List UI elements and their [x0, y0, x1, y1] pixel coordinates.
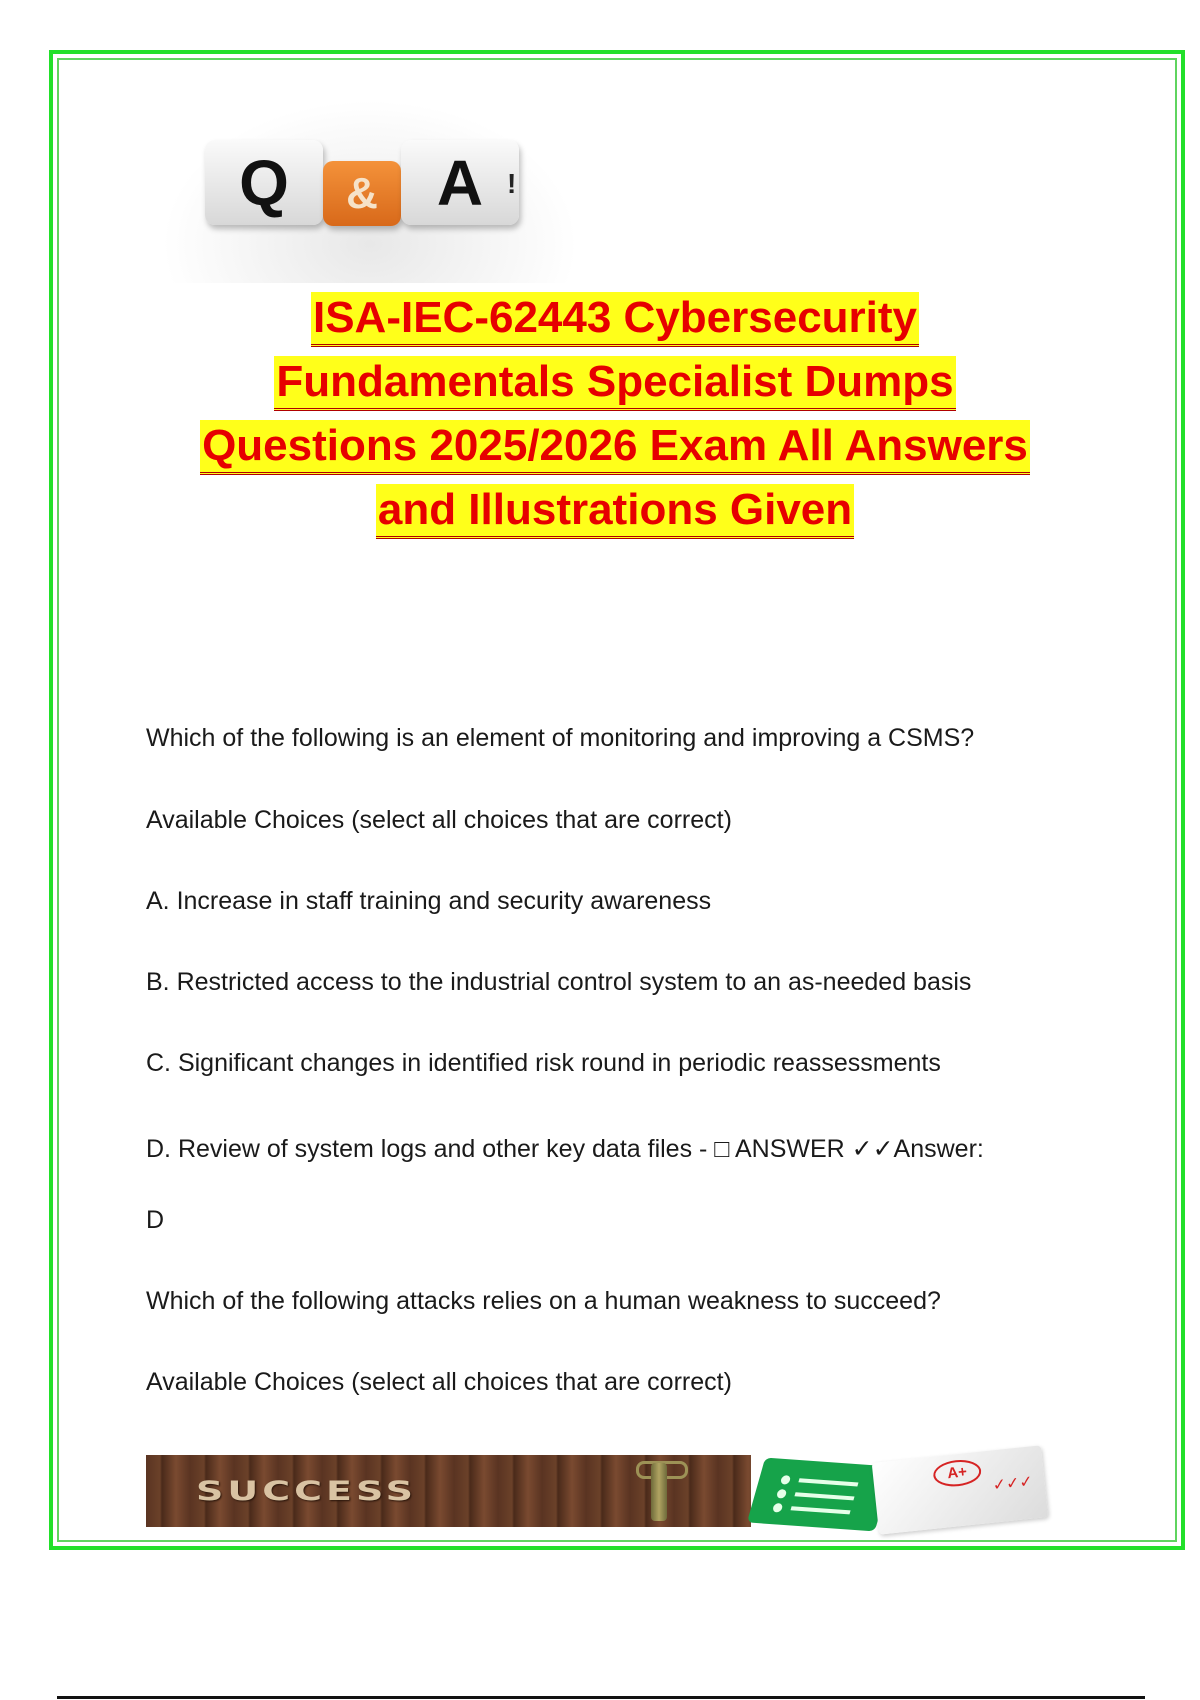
graded-sheets-image [755, 1452, 1075, 1532]
exclamation-glyph: ! [507, 168, 517, 199]
grade-badge: A+ [932, 1458, 982, 1489]
title-line-3: Questions 2025/2026 Exam All Answers [200, 420, 1030, 475]
question-1-choice-a: A. Increase in staff training and security awareness [146, 887, 712, 915]
die-a: A [401, 140, 519, 225]
question-1-choice-c: C. Significant changes in identified risk round in periodic reassessments [146, 1049, 941, 1077]
question-1-choice-d: D. Review of system logs and other key data files - □ ANSWER ✓✓Answer: [146, 1135, 984, 1163]
page-divider [57, 1696, 1145, 1699]
green-form-icon [747, 1458, 893, 1532]
question-1-answer: D [146, 1206, 165, 1234]
title-line-4: and Illustrations Given [376, 484, 854, 539]
qa-dice-image [145, 88, 595, 283]
success-banner-image [146, 1455, 751, 1527]
success-banner-text: SUCCESS [196, 1475, 417, 1507]
title-line-1: ISA-IEC-62443 Cybersecurity [311, 292, 919, 347]
document-title [0, 292, 1200, 548]
title-line-2: Fundamentals Specialist Dumps [274, 356, 955, 411]
graded-paper-icon [872, 1445, 1049, 1534]
checkmarks-icon: ✓✓✓ [991, 1473, 1034, 1495]
die-q: Q [205, 140, 323, 225]
question-1-choice-b: B. Restricted access to the industrial control system to an as-needed basis [146, 968, 972, 996]
question-1-prompt: Which of the following is an element of monitoring and improving a CSMS? [146, 724, 975, 752]
question-1-instruction: Available Choices (select all choices that are correct) [146, 806, 732, 834]
die-ampersand: & [323, 161, 401, 226]
key-icon [651, 1463, 667, 1521]
question-2-instruction: Available Choices (select all choices that are correct) [146, 1368, 732, 1396]
question-2-prompt: Which of the following attacks relies on a human weakness to succeed? [146, 1287, 941, 1315]
